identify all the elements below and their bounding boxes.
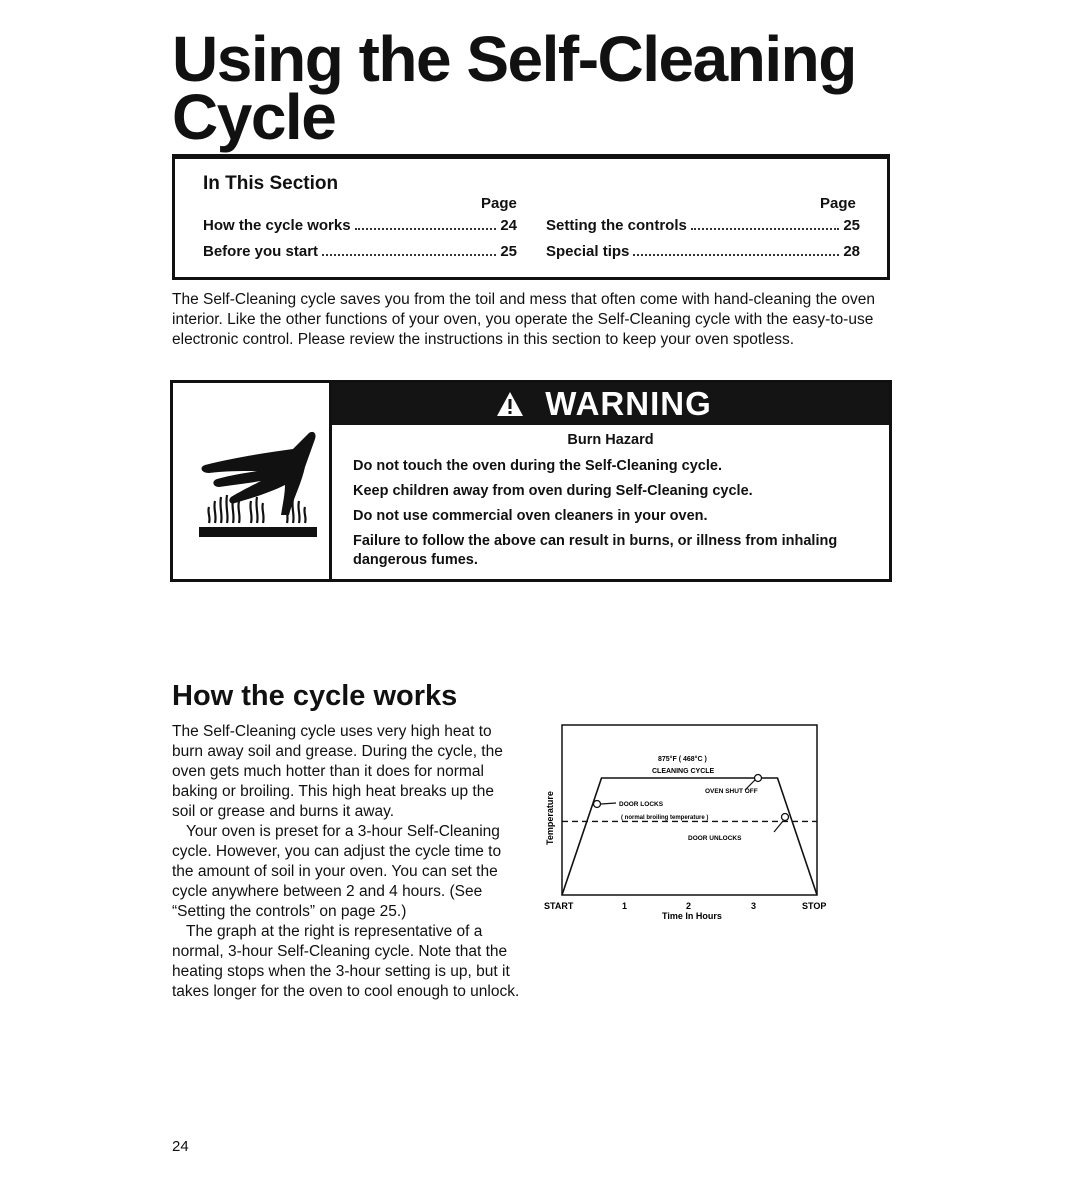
paragraph: Your oven is preset for a 3-hour Self-Cleaning cycle. However, you can adjust the cycle time to the amount of soil in your oven. You can set the cycle anywhere between 2 and 4 hours. (See “Setting the controls” on page 25.) xyxy=(172,823,502,920)
oven-shut-off-label: OVEN SHUT OFF xyxy=(705,788,758,795)
x-tick-start: START xyxy=(544,901,574,911)
door-unlocks-arrow xyxy=(774,821,783,832)
page-number: 24 xyxy=(172,1138,189,1155)
cleaning-cycle-chart xyxy=(540,720,840,930)
door-locks-label: DOOR LOCKS xyxy=(619,801,664,808)
x-tick-2: 2 xyxy=(686,901,692,911)
warning-line-2: Keep children away from oven during Self-Cleaning cycle. xyxy=(353,483,753,499)
warning-title: WARNING xyxy=(545,385,712,422)
warning-box xyxy=(170,380,892,582)
x-tick-stop: STOP xyxy=(802,901,827,911)
door-locks-marker xyxy=(594,801,601,808)
section-heading: In This Section xyxy=(203,173,339,194)
intro-paragraph: The Self-Cleaning cycle saves you from the toil and mess that often come with hand-cleaning the oven interior. Like the other functions of your oven, you operate the Self-Cleaning cycle with the easy-to-use electronic control. Please review the instructions in this section to keep your oven spotless. xyxy=(172,291,876,348)
toc-entry-setting-controls[interactable]: Setting the controls 25 xyxy=(546,217,860,234)
page-title: Using the Self-Cleaning Cycle xyxy=(172,23,856,153)
chart-frame xyxy=(562,725,817,895)
paragraph: The graph at the right is representative of a normal, 3-hour Self-Cleaning cycle. Note that the heating stops when the 3-hour setting is up, but it takes longer for the oven to cool enough to unlock. xyxy=(172,923,520,1000)
section-heading-how-cycle-works: How the cycle works xyxy=(172,680,458,712)
toc-entry-before-you-start[interactable]: Before you start 25 xyxy=(203,243,517,260)
warning-hazard: Burn Hazard xyxy=(567,432,654,448)
toc-entry-how-cycle-works[interactable]: How the cycle works 24 xyxy=(203,217,517,234)
cleaning-cycle-label: CLEANING CYCLE xyxy=(652,768,715,775)
warning-line-4: Failure to follow the above can result in burns, or illness from inhaling dangerous fumes. xyxy=(353,533,838,568)
paragraph: The Self-Cleaning cycle uses very high heat to burn away soil and grease. During the cycle, the oven gets much hotter than it does for normal baking or broiling. This high heat breaks up the soil or grease and burns it away. xyxy=(172,723,503,820)
hot-surface-hand-icon xyxy=(197,427,321,539)
y-axis-label: Temperature xyxy=(545,791,555,845)
page-column-label-right: Page xyxy=(820,195,856,212)
shut-off-marker xyxy=(755,775,762,782)
x-tick-1: 1 xyxy=(622,901,628,911)
page-column-label-left: Page xyxy=(481,195,517,212)
toc-entry-special-tips[interactable]: Special tips 28 xyxy=(546,243,860,260)
how-it-works-text xyxy=(172,722,520,1002)
door-unlocks-label: DOOR UNLOCKS xyxy=(688,835,742,842)
peak-temp-label: 875°F ( 468°C ) xyxy=(658,756,707,763)
warning-line-3: Do not use commercial oven cleaners in your oven. xyxy=(353,508,708,524)
x-axis-label: Time In Hours xyxy=(662,911,722,921)
x-tick-3: 3 xyxy=(751,901,757,911)
door-locks-arrow xyxy=(601,803,616,804)
in-this-section-box xyxy=(172,154,890,280)
broiling-temp-label: ( normal broiling temperature ) xyxy=(621,815,709,821)
warning-banner xyxy=(332,383,889,425)
warning-line-1: Do not touch the oven during the Self-Cleaning cycle. xyxy=(353,458,722,474)
door-unlocks-marker xyxy=(782,814,789,821)
